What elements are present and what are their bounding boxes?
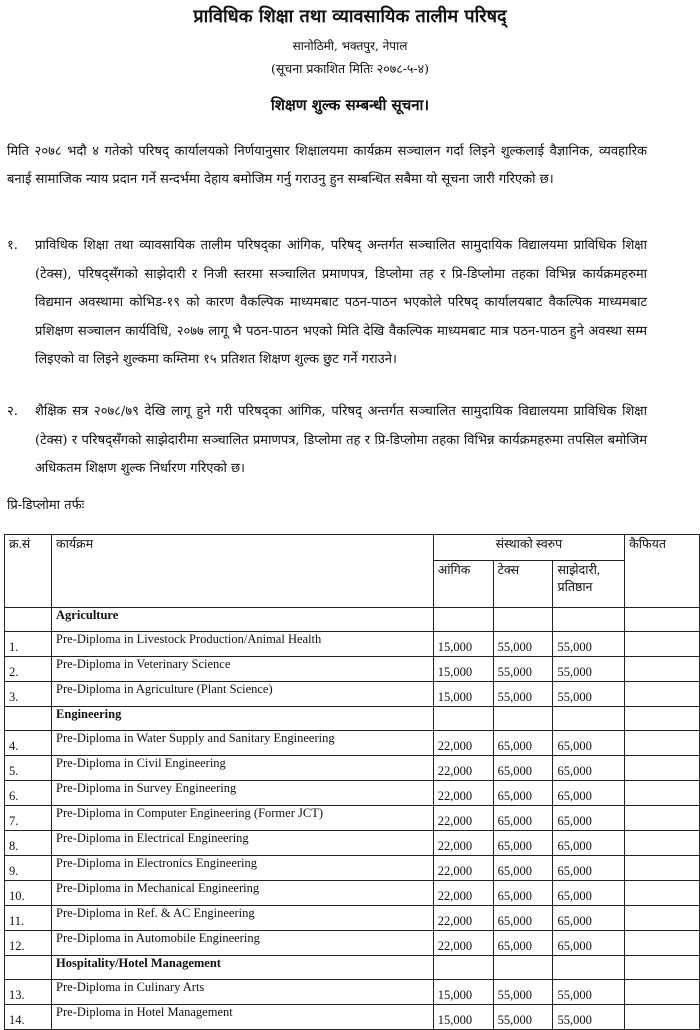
row-program: Pre-Diploma in Ref. & AC Engineering	[52, 906, 434, 931]
notice-point-2	[7, 398, 647, 483]
section-label: प्रि-डिप्लोमा तर्फः	[7, 498, 85, 513]
category-name: Hospitality/Hotel Management	[52, 956, 434, 980]
fee-constituent: 22,000	[433, 831, 493, 856]
header-tecs: टेक्स	[493, 561, 553, 608]
row-remarks	[625, 806, 700, 831]
category-row	[5, 608, 700, 632]
fee-tecs: 55,000	[493, 1005, 553, 1030]
point-text: शैक्षिक सत्र २०७८/७९ देखि लागू हुने गरी परिषद्का आंगिक, परिषद् अन्तर्गत सञ्चालित सामुदायिक विद्यालयमा प्राविधिक शिक्षा (टेक्स) र परिषद्सँगको साझेदारीमा सञ्चालित प्रमाणपत्र, डिप्लोमा तह र प्रि-डिप्लोमा तहका विभिन्न कार्यक्रमहरुमा तपसिल बमोजिम अधिकतम शिक्षण शुल्क निर्धारण गरिएको छ।	[35, 404, 647, 476]
fee-tecs: 55,000	[493, 980, 553, 1005]
fee-constituent: 15,000	[433, 1005, 493, 1030]
fee-constituent: 22,000	[433, 756, 493, 781]
table-row	[5, 657, 700, 682]
empty-cell	[493, 707, 553, 731]
row-sn: 3.	[5, 682, 52, 707]
header-program: कार्यक्रम	[52, 535, 434, 608]
fee-partnership: 65,000	[553, 856, 625, 881]
row-sn: 7.	[5, 806, 52, 831]
fee-tecs: 65,000	[493, 881, 553, 906]
fee-constituent: 22,000	[433, 881, 493, 906]
intro-paragraph: मिति २०७८ भदौ ४ गतेको परिषद् कार्यालयको निर्णयानुसार शिक्षालयमा कार्यक्रम सञ्चालन गर्दा लिइने शुल्कलाई वैज्ञानिक, व्यवहारिक बनाई सामाजिक न्याय प्रदान गर्ने सन्दर्भमा देहाय बमोजिम गर्नु गराउनु हुन सम्बन्धित सबैमा यो सूचना जारी गरिएको छ।	[7, 144, 647, 187]
fee-partnership: 65,000	[553, 931, 625, 956]
row-sn: 8.	[5, 831, 52, 856]
header-sn: क्र.सं	[5, 535, 52, 608]
fee-partnership: 65,000	[553, 906, 625, 931]
fee-constituent: 15,000	[433, 632, 493, 657]
empty-cell	[553, 608, 625, 632]
table-row	[5, 632, 700, 657]
row-sn: 13.	[5, 980, 52, 1005]
header-partnership: साझेदारी, प्रतिष्ठान	[553, 561, 625, 608]
table-row	[5, 831, 700, 856]
category-row	[5, 707, 700, 731]
empty-cell	[433, 608, 493, 632]
category-name: Engineering	[52, 707, 434, 731]
fee-partnership: 55,000	[553, 657, 625, 682]
fee-tecs: 65,000	[493, 731, 553, 756]
row-sn: 1.	[5, 632, 52, 657]
category-row	[5, 956, 700, 980]
fee-partnership: 55,000	[553, 980, 625, 1005]
table-row	[5, 806, 700, 831]
point-number: १.	[7, 238, 18, 253]
empty-cell	[625, 608, 700, 632]
row-remarks	[625, 632, 700, 657]
row-remarks	[625, 856, 700, 881]
fee-tecs: 65,000	[493, 856, 553, 881]
row-program: Pre-Diploma in Veterinary Science	[52, 657, 434, 682]
fee-partnership: 55,000	[553, 632, 625, 657]
fee-tecs: 65,000	[493, 931, 553, 956]
row-remarks	[625, 881, 700, 906]
row-program: Pre-Diploma in Automobile Engineering	[52, 931, 434, 956]
fee-partnership: 55,000	[553, 682, 625, 707]
table-row	[5, 1005, 700, 1030]
category-sn-cell	[5, 707, 52, 731]
table-row	[5, 781, 700, 806]
fee-constituent: 22,000	[433, 806, 493, 831]
fee-tecs: 55,000	[493, 682, 553, 707]
row-sn: 5.	[5, 756, 52, 781]
row-program: Pre-Diploma in Water Supply and Sanitary Engineering	[52, 731, 434, 756]
row-program: Pre-Diploma in Computer Engineering (Former JCT)	[52, 806, 434, 831]
fee-tecs: 55,000	[493, 657, 553, 682]
notice-point-1	[7, 232, 647, 402]
row-sn: 2.	[5, 657, 52, 682]
fee-partnership: 65,000	[553, 731, 625, 756]
empty-cell	[553, 956, 625, 980]
header-constituent: आंगिक	[433, 561, 493, 608]
row-remarks	[625, 906, 700, 931]
publication-date: (सूचना प्रकाशित मितिः २०७८-५-४)	[270, 61, 430, 76]
fee-constituent: 22,000	[433, 931, 493, 956]
row-program: Pre-Diploma in Agriculture (Plant Science)	[52, 682, 434, 707]
header-institution-type: संस्थाको स्वरुप	[433, 535, 624, 561]
fee-constituent: 15,000	[433, 980, 493, 1005]
fee-partnership: 65,000	[553, 781, 625, 806]
empty-cell	[433, 707, 493, 731]
row-remarks	[625, 731, 700, 756]
fee-constituent: 22,000	[433, 906, 493, 931]
row-sn: 9.	[5, 856, 52, 881]
fee-table	[4, 534, 700, 1030]
point-text: प्राविधिक शिक्षा तथा व्यावसायिक तालीम परिषद्का आंगिक, परिषद् अन्तर्गत सञ्चालित सामुदायिक विद्यालयमा प्राविधिक शिक्षा (टेक्स), परिषद्सँगको साझेदारी र निजी स्तरमा सञ्चालित प्रमाणपत्र, डिप्लोमा तह र प्रि-डिप्लोमा तहका विभिन्न कार्यक्रमहरुमा विद्यमान अवस्थामा कोभिड-१९ को कारण वैकल्पिक माध्यमबाट पठन-पाठन भएकोले परिषद् कार्यालयबाट वैकल्पिक माध्यमबाट प्रशिक्षण सञ्चालन कार्यविधि, २०७७ लागू भै पठन-पाठन भएको मिति देखि वैकल्पिक माध्यमबाट मात्र पठन-पाठन हुने अवस्था सम्म लिइएको वा लिइने शुल्कमा कम्तिमा १५ प्रतिशत शिक्षण शुल्क छुट गर्ने गराउने।	[35, 238, 647, 367]
row-sn: 11.	[5, 906, 52, 931]
table-row	[5, 856, 700, 881]
row-remarks	[625, 781, 700, 806]
category-sn-cell	[5, 608, 52, 632]
fee-partnership: 65,000	[553, 806, 625, 831]
table-row	[5, 756, 700, 781]
row-sn: 10.	[5, 881, 52, 906]
fee-constituent: 15,000	[433, 682, 493, 707]
fee-constituent: 22,000	[433, 856, 493, 881]
row-program: Pre-Diploma in Electronics Engineering	[52, 856, 434, 881]
fee-tecs: 65,000	[493, 756, 553, 781]
row-remarks	[625, 756, 700, 781]
row-program: Pre-Diploma in Hotel Management	[52, 1005, 434, 1030]
header-remarks: कैफियत	[625, 535, 700, 608]
fee-tecs: 65,000	[493, 906, 553, 931]
row-program: Pre-Diploma in Civil Engineering	[52, 756, 434, 781]
table-row	[5, 881, 700, 906]
fee-partnership: 55,000	[553, 1005, 625, 1030]
category-sn-cell	[5, 956, 52, 980]
empty-cell	[493, 956, 553, 980]
row-remarks	[625, 831, 700, 856]
notice-title: शिक्षण शुल्क सम्बन्धी सूचना।	[270, 96, 430, 114]
fee-partnership: 65,000	[553, 756, 625, 781]
row-sn: 12.	[5, 931, 52, 956]
row-remarks	[625, 931, 700, 956]
table-row	[5, 906, 700, 931]
row-program: Pre-Diploma in Culinary Arts	[52, 980, 434, 1005]
table-row	[5, 682, 700, 707]
fee-tecs: 65,000	[493, 831, 553, 856]
row-remarks	[625, 657, 700, 682]
empty-cell	[625, 956, 700, 980]
row-remarks	[625, 980, 700, 1005]
empty-cell	[553, 707, 625, 731]
empty-cell	[625, 707, 700, 731]
row-sn: 14.	[5, 1005, 52, 1030]
row-remarks	[625, 682, 700, 707]
organization-title: प्राविधिक शिक्षा तथा व्यावसायिक तालीम परिषद्	[193, 6, 507, 27]
point-number: २.	[7, 404, 18, 419]
row-program: Pre-Diploma in Mechanical Engineering	[52, 881, 434, 906]
row-sn: 4.	[5, 731, 52, 756]
row-program: Pre-Diploma in Survey Engineering	[52, 781, 434, 806]
fee-tecs: 55,000	[493, 632, 553, 657]
table-row	[5, 731, 700, 756]
empty-cell	[493, 608, 553, 632]
table-row	[5, 931, 700, 956]
category-name: Agriculture	[52, 608, 434, 632]
fee-constituent: 15,000	[433, 657, 493, 682]
fee-partnership: 65,000	[553, 831, 625, 856]
fee-tecs: 65,000	[493, 781, 553, 806]
table-row	[5, 980, 700, 1005]
row-program: Pre-Diploma in Electrical Engineering	[52, 831, 434, 856]
row-remarks	[625, 1005, 700, 1030]
row-sn: 6.	[5, 781, 52, 806]
row-program: Pre-Diploma in Livestock Production/Animal Health	[52, 632, 434, 657]
fee-constituent: 22,000	[433, 781, 493, 806]
organization-address: सानोठिमी, भक्तपुर, नेपाल	[292, 39, 408, 53]
empty-cell	[433, 956, 493, 980]
fee-tecs: 65,000	[493, 806, 553, 831]
fee-constituent: 22,000	[433, 731, 493, 756]
fee-partnership: 65,000	[553, 881, 625, 906]
